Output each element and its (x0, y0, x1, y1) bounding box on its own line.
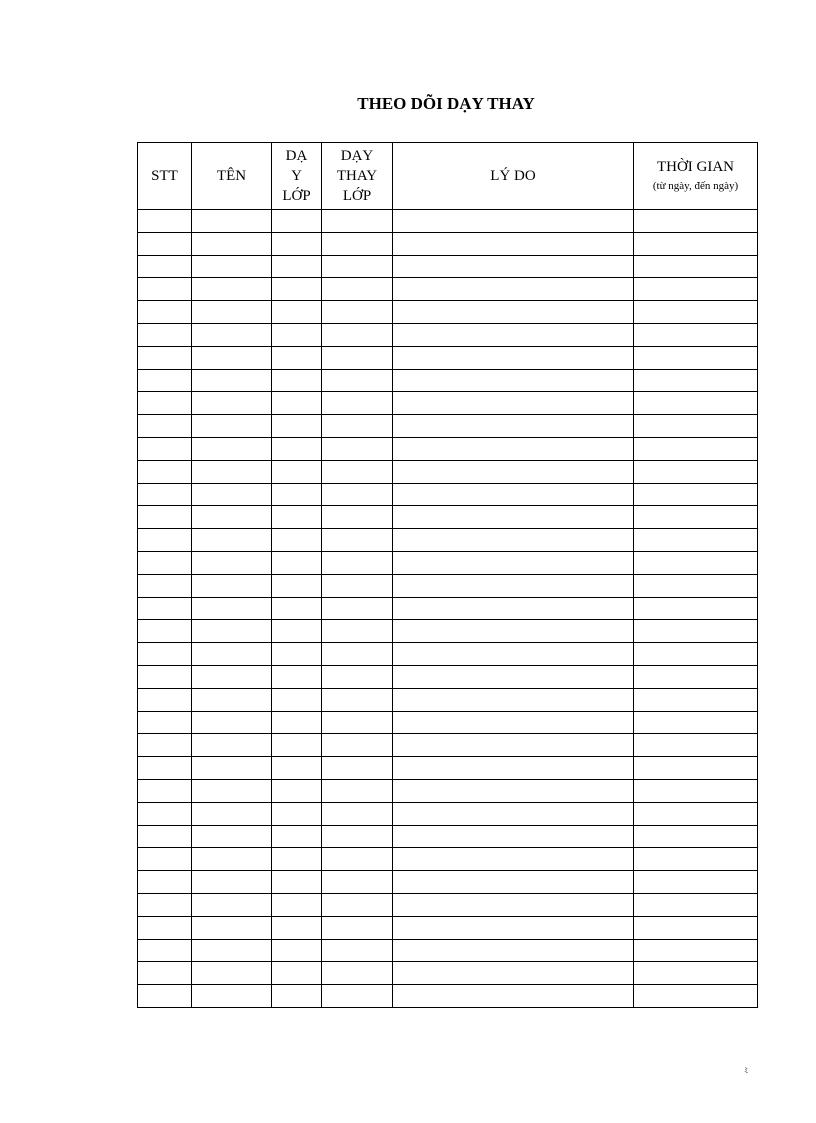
cell-day-lop[interactable] (272, 916, 322, 939)
cell-day-thay-lop[interactable] (322, 985, 393, 1008)
cell-ly-do[interactable] (393, 369, 634, 392)
cell-stt[interactable] (138, 893, 192, 916)
cell-day-thay-lop[interactable] (322, 939, 393, 962)
cell-day-thay-lop[interactable] (322, 734, 393, 757)
cell-day-lop[interactable] (272, 962, 322, 985)
table-row (138, 916, 758, 939)
table-row (138, 551, 758, 574)
cell-day-lop[interactable] (272, 369, 322, 392)
cell-day-thay-lop[interactable] (322, 437, 393, 460)
cell-day-lop[interactable] (272, 506, 322, 529)
cell-ly-do[interactable] (393, 392, 634, 415)
table-row (138, 688, 758, 711)
cell-thoi-gian[interactable] (634, 574, 758, 597)
cell-day-thay-lop[interactable] (322, 460, 393, 483)
cell-stt[interactable] (138, 779, 192, 802)
cell-day-thay-lop[interactable] (322, 711, 393, 734)
cell-day-lop[interactable] (272, 985, 322, 1008)
cell-ly-do[interactable] (393, 711, 634, 734)
cell-day-lop[interactable] (272, 893, 322, 916)
cell-day-lop[interactable] (272, 871, 322, 894)
cell-day-lop[interactable] (272, 620, 322, 643)
footer-mark: ﾐ (744, 1066, 748, 1075)
cell-thoi-gian[interactable] (634, 506, 758, 529)
cell-day-lop[interactable] (272, 232, 322, 255)
cell-thoi-gian[interactable] (634, 392, 758, 415)
cell-ten[interactable] (192, 369, 272, 392)
cell-thoi-gian[interactable] (634, 734, 758, 757)
table-row (138, 529, 758, 552)
table-row (138, 985, 758, 1008)
cell-thoi-gian[interactable] (634, 962, 758, 985)
table-row (138, 278, 758, 301)
table-row (138, 483, 758, 506)
cell-day-thay-lop[interactable] (322, 848, 393, 871)
cell-stt[interactable] (138, 871, 192, 894)
cell-thoi-gian[interactable] (634, 665, 758, 688)
table-row (138, 255, 758, 278)
cell-ten[interactable] (192, 392, 272, 415)
cell-thoi-gian[interactable] (634, 369, 758, 392)
cell-ten[interactable] (192, 825, 272, 848)
cell-ten[interactable] (192, 779, 272, 802)
cell-thoi-gian[interactable] (634, 597, 758, 620)
cell-stt[interactable] (138, 346, 192, 369)
table-row (138, 825, 758, 848)
cell-ly-do[interactable] (393, 301, 634, 324)
cell-stt[interactable] (138, 985, 192, 1008)
table-row (138, 939, 758, 962)
cell-day-lop[interactable] (272, 278, 322, 301)
cell-day-lop[interactable] (272, 757, 322, 780)
cell-day-lop[interactable] (272, 734, 322, 757)
cell-ly-do[interactable] (393, 802, 634, 825)
header-day-thay-lop (322, 143, 393, 210)
cell-day-thay-lop[interactable] (322, 871, 393, 894)
cell-stt[interactable] (138, 529, 192, 552)
cell-day-thay-lop[interactable] (322, 278, 393, 301)
cell-thoi-gian[interactable] (634, 460, 758, 483)
cell-day-thay-lop[interactable] (322, 916, 393, 939)
cell-ly-do[interactable] (393, 643, 634, 666)
cell-ten[interactable] (192, 323, 272, 346)
cell-ly-do[interactable] (393, 597, 634, 620)
table-row (138, 871, 758, 894)
cell-thoi-gian[interactable] (634, 939, 758, 962)
table-row (138, 848, 758, 871)
cell-day-lop[interactable] (272, 711, 322, 734)
cell-stt[interactable] (138, 437, 192, 460)
cell-thoi-gian[interactable] (634, 711, 758, 734)
cell-stt[interactable] (138, 848, 192, 871)
cell-stt[interactable] (138, 597, 192, 620)
cell-stt[interactable] (138, 620, 192, 643)
cell-thoi-gian[interactable] (634, 232, 758, 255)
cell-ten[interactable] (192, 460, 272, 483)
cell-ly-do[interactable] (393, 278, 634, 301)
cell-stt[interactable] (138, 802, 192, 825)
cell-ten[interactable] (192, 437, 272, 460)
cell-thoi-gian[interactable] (634, 278, 758, 301)
cell-ten[interactable] (192, 985, 272, 1008)
cell-day-lop[interactable] (272, 779, 322, 802)
header-day-thay-lop-line3: LỚP (342, 188, 372, 204)
cell-ten[interactable] (192, 643, 272, 666)
header-row (138, 143, 758, 210)
cell-thoi-gian[interactable] (634, 871, 758, 894)
cell-thoi-gian[interactable] (634, 825, 758, 848)
cell-thoi-gian[interactable] (634, 210, 758, 233)
cell-ly-do[interactable] (393, 688, 634, 711)
cell-day-lop[interactable] (272, 529, 322, 552)
cell-ly-do[interactable] (393, 848, 634, 871)
cell-stt[interactable] (138, 392, 192, 415)
cell-day-thay-lop[interactable] (322, 506, 393, 529)
cell-ten[interactable] (192, 210, 272, 233)
cell-ly-do[interactable] (393, 437, 634, 460)
cell-day-lop[interactable] (272, 574, 322, 597)
cell-day-thay-lop[interactable] (322, 597, 393, 620)
cell-day-thay-lop[interactable] (322, 529, 393, 552)
cell-ly-do[interactable] (393, 620, 634, 643)
cell-ten[interactable] (192, 415, 272, 438)
cell-day-lop[interactable] (272, 939, 322, 962)
cell-ten[interactable] (192, 665, 272, 688)
header-day-lop-line2: Y (291, 168, 302, 184)
header-ly-do: LÝ DO (393, 143, 634, 210)
cell-stt[interactable] (138, 711, 192, 734)
cell-thoi-gian[interactable] (634, 916, 758, 939)
cell-ten[interactable] (192, 346, 272, 369)
cell-stt[interactable] (138, 939, 192, 962)
table-row (138, 779, 758, 802)
cell-day-lop[interactable] (272, 665, 322, 688)
cell-day-thay-lop[interactable] (322, 415, 393, 438)
cell-ten[interactable] (192, 734, 272, 757)
cell-day-lop[interactable] (272, 483, 322, 506)
cell-ten[interactable] (192, 574, 272, 597)
page-title: THEO DÕI DẠY THAY (357, 94, 535, 113)
header-ten: TÊN (192, 143, 272, 210)
cell-ly-do[interactable] (393, 665, 634, 688)
cell-day-lop[interactable] (272, 848, 322, 871)
cell-ten[interactable] (192, 939, 272, 962)
cell-ly-do[interactable] (393, 232, 634, 255)
cell-ly-do[interactable] (393, 460, 634, 483)
table-row (138, 210, 758, 233)
cell-ten[interactable] (192, 871, 272, 894)
cell-ly-do[interactable] (393, 255, 634, 278)
cell-stt[interactable] (138, 574, 192, 597)
cell-day-thay-lop[interactable] (322, 210, 393, 233)
cell-stt[interactable] (138, 688, 192, 711)
cell-ten[interactable] (192, 483, 272, 506)
cell-day-lop[interactable] (272, 802, 322, 825)
cell-ly-do[interactable] (393, 734, 634, 757)
table-row (138, 392, 758, 415)
table-row (138, 643, 758, 666)
cell-ten[interactable] (192, 802, 272, 825)
cell-day-lop[interactable] (272, 688, 322, 711)
cell-day-lop[interactable] (272, 437, 322, 460)
cell-thoi-gian[interactable] (634, 551, 758, 574)
cell-day-lop[interactable] (272, 551, 322, 574)
cell-thoi-gian[interactable] (634, 779, 758, 802)
cell-ly-do[interactable] (393, 323, 634, 346)
cell-day-thay-lop[interactable] (322, 643, 393, 666)
cell-day-thay-lop[interactable] (322, 962, 393, 985)
cell-thoi-gian[interactable] (634, 437, 758, 460)
cell-thoi-gian[interactable] (634, 483, 758, 506)
cell-ly-do[interactable] (393, 551, 634, 574)
cell-thoi-gian[interactable] (634, 893, 758, 916)
cell-stt[interactable] (138, 415, 192, 438)
cell-day-thay-lop[interactable] (322, 825, 393, 848)
cell-thoi-gian[interactable] (634, 848, 758, 871)
cell-day-thay-lop[interactable] (322, 369, 393, 392)
cell-ly-do[interactable] (393, 871, 634, 894)
cell-ten[interactable] (192, 551, 272, 574)
cell-day-thay-lop[interactable] (322, 779, 393, 802)
cell-ten[interactable] (192, 711, 272, 734)
cell-day-thay-lop[interactable] (322, 323, 393, 346)
table-row (138, 460, 758, 483)
cell-stt[interactable] (138, 506, 192, 529)
cell-stt[interactable] (138, 643, 192, 666)
table-row (138, 665, 758, 688)
cell-stt[interactable] (138, 255, 192, 278)
cell-day-lop[interactable] (272, 301, 322, 324)
header-day-lop (272, 143, 322, 210)
cell-day-lop[interactable] (272, 346, 322, 369)
cell-ten[interactable] (192, 232, 272, 255)
cell-day-thay-lop[interactable] (322, 574, 393, 597)
cell-day-lop[interactable] (272, 825, 322, 848)
cell-day-thay-lop[interactable] (322, 893, 393, 916)
header-thoi-gian-sub: (từ ngày, đến ngày) (652, 179, 739, 192)
cell-stt[interactable] (138, 916, 192, 939)
cell-thoi-gian[interactable] (634, 688, 758, 711)
cell-thoi-gian[interactable] (634, 643, 758, 666)
header-stt: STT (138, 143, 192, 210)
cell-ly-do[interactable] (393, 757, 634, 780)
cell-thoi-gian[interactable] (634, 529, 758, 552)
cell-thoi-gian[interactable] (634, 620, 758, 643)
cell-day-thay-lop[interactable] (322, 301, 393, 324)
cell-thoi-gian[interactable] (634, 985, 758, 1008)
cell-thoi-gian[interactable] (634, 323, 758, 346)
cell-thoi-gian[interactable] (634, 415, 758, 438)
cell-ly-do[interactable] (393, 506, 634, 529)
cell-ly-do[interactable] (393, 825, 634, 848)
cell-ten[interactable] (192, 301, 272, 324)
table-row (138, 574, 758, 597)
cell-ly-do[interactable] (393, 483, 634, 506)
cell-ten[interactable] (192, 597, 272, 620)
cell-ly-do[interactable] (393, 346, 634, 369)
cell-ten[interactable] (192, 688, 272, 711)
table-row (138, 301, 758, 324)
cell-ten[interactable] (192, 529, 272, 552)
cell-day-thay-lop[interactable] (322, 255, 393, 278)
cell-day-thay-lop[interactable] (322, 620, 393, 643)
table-row (138, 734, 758, 757)
cell-ten[interactable] (192, 757, 272, 780)
cell-thoi-gian[interactable] (634, 802, 758, 825)
cell-day-thay-lop[interactable] (322, 346, 393, 369)
header-thoi-gian-main: THỜI GIAN (656, 158, 735, 175)
cell-ly-do[interactable] (393, 415, 634, 438)
cell-thoi-gian[interactable] (634, 346, 758, 369)
cell-ly-do[interactable] (393, 962, 634, 985)
cell-ten[interactable] (192, 916, 272, 939)
cell-day-thay-lop[interactable] (322, 802, 393, 825)
cell-stt[interactable] (138, 278, 192, 301)
header-day-thay-lop-line2: THAY (336, 168, 378, 184)
cell-ly-do[interactable] (393, 779, 634, 802)
cell-ten[interactable] (192, 893, 272, 916)
substitute-teaching-table (137, 142, 758, 1008)
header-day-lop-line3: LỚP (282, 188, 311, 204)
table-row (138, 346, 758, 369)
table-row (138, 323, 758, 346)
cell-day-thay-lop[interactable] (322, 757, 393, 780)
table-row (138, 962, 758, 985)
cell-day-lop[interactable] (272, 460, 322, 483)
cell-day-thay-lop[interactable] (322, 551, 393, 574)
cell-stt[interactable] (138, 301, 192, 324)
cell-ten[interactable] (192, 962, 272, 985)
cell-day-lop[interactable] (272, 323, 322, 346)
table-row (138, 893, 758, 916)
cell-ten[interactable] (192, 506, 272, 529)
cell-ten[interactable] (192, 278, 272, 301)
cell-day-thay-lop[interactable] (322, 665, 393, 688)
cell-ly-do[interactable] (393, 574, 634, 597)
cell-day-thay-lop[interactable] (322, 392, 393, 415)
cell-thoi-gian[interactable] (634, 757, 758, 780)
table-row (138, 415, 758, 438)
cell-stt[interactable] (138, 734, 192, 757)
cell-ly-do[interactable] (393, 529, 634, 552)
table-row (138, 369, 758, 392)
cell-day-lop[interactable] (272, 392, 322, 415)
cell-ten[interactable] (192, 848, 272, 871)
table-row (138, 597, 758, 620)
table-row (138, 802, 758, 825)
cell-stt[interactable] (138, 232, 192, 255)
cell-stt[interactable] (138, 210, 192, 233)
cell-stt[interactable] (138, 757, 192, 780)
header-thoi-gian (634, 143, 758, 210)
cell-ten[interactable] (192, 620, 272, 643)
cell-thoi-gian[interactable] (634, 301, 758, 324)
cell-day-thay-lop[interactable] (322, 232, 393, 255)
cell-stt[interactable] (138, 825, 192, 848)
cell-stt[interactable] (138, 551, 192, 574)
cell-stt[interactable] (138, 323, 192, 346)
cell-day-lop[interactable] (272, 643, 322, 666)
table-row (138, 711, 758, 734)
cell-day-thay-lop[interactable] (322, 688, 393, 711)
table-row (138, 757, 758, 780)
cell-stt[interactable] (138, 665, 192, 688)
cell-stt[interactable] (138, 369, 192, 392)
cell-ten[interactable] (192, 255, 272, 278)
cell-ly-do[interactable] (393, 893, 634, 916)
header-day-thay-lop-line1: DẠY (340, 148, 374, 164)
table-row (138, 232, 758, 255)
cell-ly-do[interactable] (393, 916, 634, 939)
cell-day-lop[interactable] (272, 415, 322, 438)
cell-thoi-gian[interactable] (634, 255, 758, 278)
table-row (138, 437, 758, 460)
table-row (138, 620, 758, 643)
cell-ly-do[interactable] (393, 985, 634, 1008)
cell-stt[interactable] (138, 460, 192, 483)
header-day-lop-line1: DẠ (285, 148, 308, 164)
cell-day-lop[interactable] (272, 597, 322, 620)
cell-stt[interactable] (138, 962, 192, 985)
cell-day-lop[interactable] (272, 255, 322, 278)
cell-ly-do[interactable] (393, 939, 634, 962)
cell-day-lop[interactable] (272, 210, 322, 233)
cell-day-thay-lop[interactable] (322, 483, 393, 506)
cell-ly-do[interactable] (393, 210, 634, 233)
table-row (138, 506, 758, 529)
cell-stt[interactable] (138, 483, 192, 506)
